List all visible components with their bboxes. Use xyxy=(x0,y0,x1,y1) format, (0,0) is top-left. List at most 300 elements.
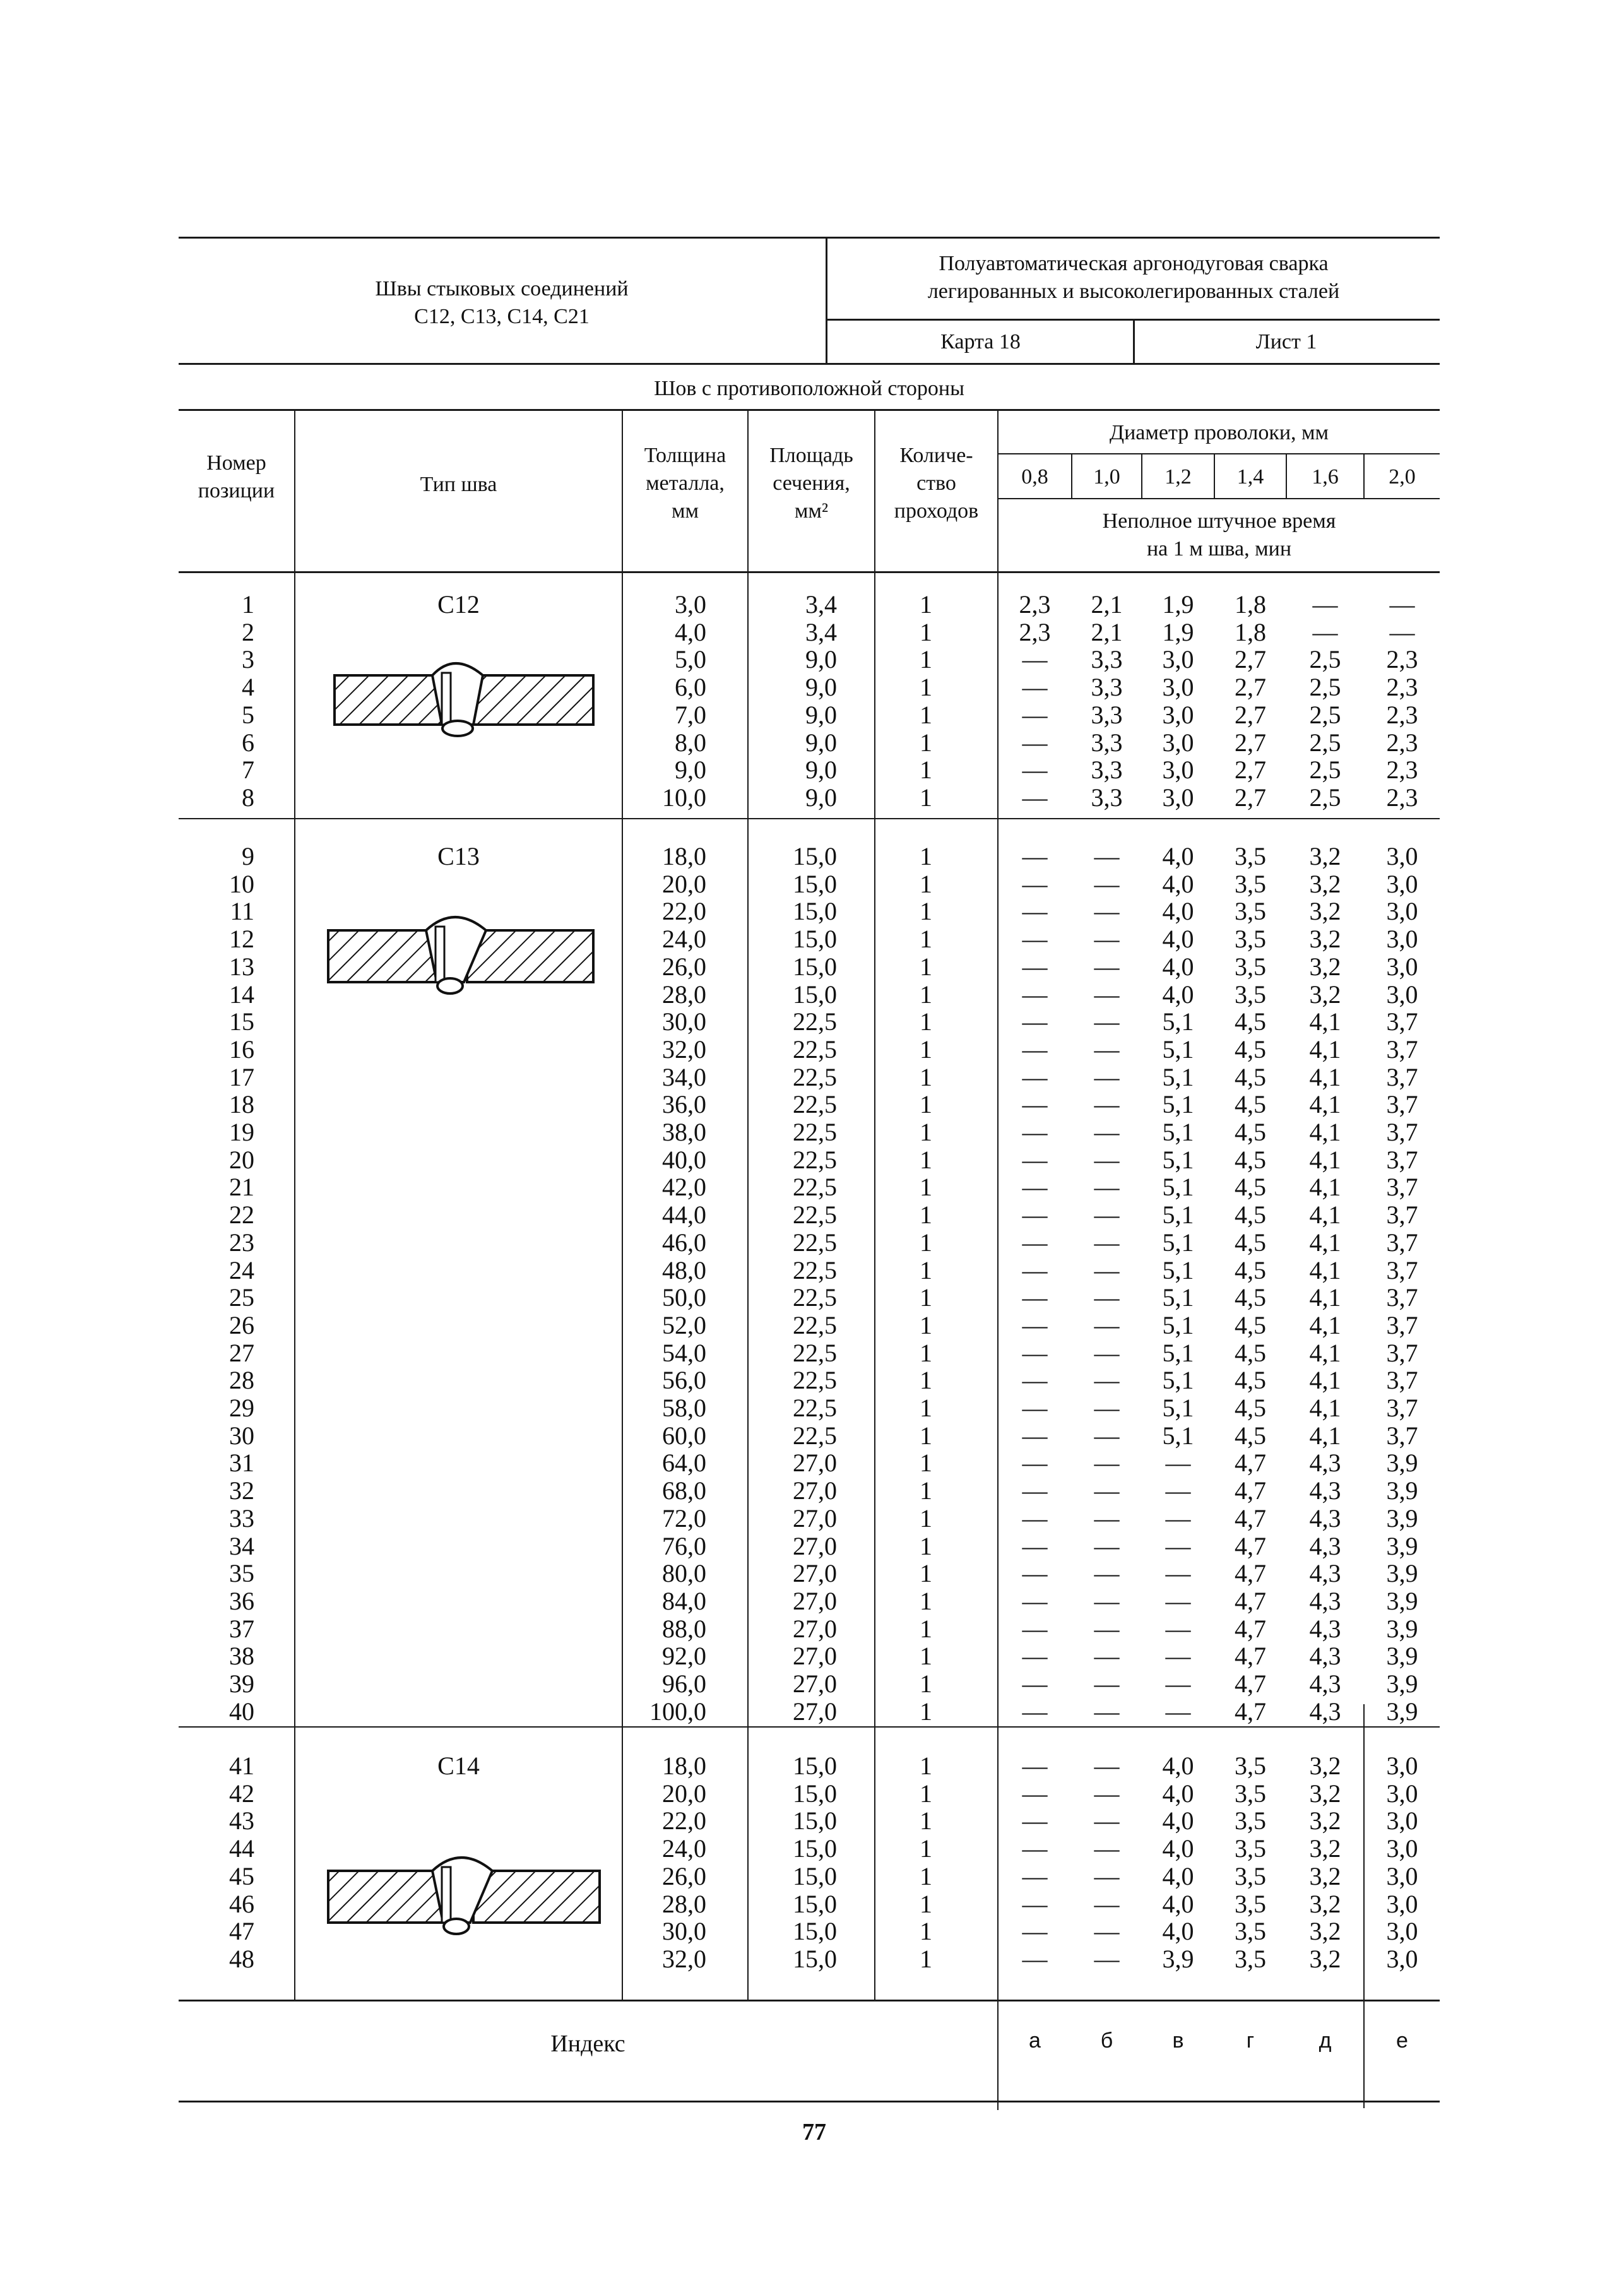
passes-value: 1 xyxy=(920,1834,932,1863)
time-value: — xyxy=(1094,1503,1120,1533)
position-number: 11 xyxy=(230,897,254,926)
time-value: 3,0 xyxy=(1386,1806,1418,1835)
col-thickness-line2: металла, xyxy=(646,471,725,495)
time-value: — xyxy=(1022,1476,1048,1505)
time-value: — xyxy=(1094,1201,1120,1230)
position-number: 30 xyxy=(229,1421,254,1450)
diameter-value: 0,8 xyxy=(1021,465,1048,489)
time-value: 4,5 xyxy=(1235,1007,1266,1036)
time-value: 5,1 xyxy=(1162,1201,1194,1230)
time-value: 3,7 xyxy=(1386,1228,1418,1257)
passes-value: 1 xyxy=(920,1310,932,1339)
time-value: — xyxy=(1312,590,1338,619)
rule-card-divider xyxy=(1133,319,1135,364)
position-number: 21 xyxy=(229,1173,254,1202)
thickness-value: 40,0 xyxy=(662,1145,706,1174)
position-number: 16 xyxy=(229,1035,254,1064)
time-value: — xyxy=(1022,1889,1048,1918)
time-value: 5,1 xyxy=(1162,1007,1194,1036)
time-value: 3,9 xyxy=(1386,1531,1418,1560)
area-value: 27,0 xyxy=(793,1559,837,1588)
time-value: 2,5 xyxy=(1309,645,1341,674)
time-value: 4,1 xyxy=(1309,1310,1341,1339)
col-area-line3: мм² xyxy=(794,499,829,523)
time-value: 4,5 xyxy=(1235,1338,1266,1367)
time-value: 2,3 xyxy=(1019,617,1051,646)
thickness-value: 28,0 xyxy=(662,980,706,1009)
time-value: — xyxy=(1094,1779,1120,1808)
rule-group-1 xyxy=(179,818,1440,819)
area-value: 22,5 xyxy=(793,1173,837,1202)
time-value: 1,8 xyxy=(1235,617,1266,646)
rule-header-divider-v xyxy=(826,237,827,364)
time-value: 3,2 xyxy=(1309,1806,1341,1835)
diameter-value: 2,0 xyxy=(1389,465,1416,489)
time-value: — xyxy=(1022,897,1048,926)
time-value: — xyxy=(1389,590,1415,619)
thickness-value: 54,0 xyxy=(662,1338,706,1367)
time-value: 3,5 xyxy=(1235,952,1266,981)
passes-value: 1 xyxy=(920,590,932,619)
passes-value: 1 xyxy=(920,897,932,926)
time-value: 4,1 xyxy=(1309,1366,1341,1395)
thickness-value: 22,0 xyxy=(662,897,706,926)
passes-value: 1 xyxy=(920,1531,932,1560)
time-value: — xyxy=(1022,1007,1048,1036)
time-value: — xyxy=(1094,1944,1120,1973)
time-value: — xyxy=(1094,1917,1120,1946)
position-number: 33 xyxy=(229,1503,254,1533)
time-value: — xyxy=(1165,1642,1191,1671)
time-value: 4,5 xyxy=(1235,1394,1266,1422)
position-number: 2 xyxy=(242,617,254,646)
time-value: 3,5 xyxy=(1235,1834,1266,1863)
thickness-value: 10,0 xyxy=(662,783,706,812)
col-area-line1: Площадь xyxy=(769,444,853,467)
time-value: 4,1 xyxy=(1309,1007,1341,1036)
area-value: 27,0 xyxy=(793,1476,837,1505)
time-value: 2,7 xyxy=(1235,700,1266,729)
time-value: — xyxy=(1022,700,1048,729)
diameter-value: 1,4 xyxy=(1236,465,1264,489)
thickness-value: 32,0 xyxy=(662,1944,706,1973)
time-value: 3,9 xyxy=(1386,1586,1418,1615)
time-value: 5,1 xyxy=(1162,1090,1194,1119)
weld-sketch-c12 xyxy=(328,656,600,751)
time-value: 3,0 xyxy=(1386,925,1418,954)
col-passes-line3: проходов xyxy=(894,499,979,523)
time-value: — xyxy=(1022,1752,1048,1780)
time-value: 3,7 xyxy=(1386,1118,1418,1146)
time-value: 3,2 xyxy=(1309,952,1341,981)
time-value: 3,2 xyxy=(1309,842,1341,870)
time-value: 3,0 xyxy=(1386,897,1418,926)
thickness-value: 76,0 xyxy=(662,1531,706,1560)
time-value: 3,0 xyxy=(1162,673,1194,702)
thickness-value: 96,0 xyxy=(662,1669,706,1698)
time-value: 3,9 xyxy=(1386,1449,1418,1478)
time-value: 5,1 xyxy=(1162,1035,1194,1064)
area-value: 27,0 xyxy=(793,1503,837,1533)
area-value: 15,0 xyxy=(793,1752,837,1780)
passes-value: 1 xyxy=(920,1614,932,1643)
col-passes-line2: ство xyxy=(916,471,956,495)
left-title-line1: Швы стыковых соединений xyxy=(375,277,629,300)
time-value: — xyxy=(1022,1394,1048,1422)
thickness-value: 4,0 xyxy=(675,617,706,646)
time-value: 2,7 xyxy=(1235,756,1266,785)
index-letter: г xyxy=(1246,2029,1255,2053)
passes-value: 1 xyxy=(920,1861,932,1890)
time-value: 3,2 xyxy=(1309,1752,1341,1780)
time-value: 3,0 xyxy=(1386,1861,1418,1890)
thickness-value: 18,0 xyxy=(662,842,706,870)
diameter-value: 1,2 xyxy=(1165,465,1192,489)
passes-value: 1 xyxy=(920,1421,932,1450)
thickness-value: 48,0 xyxy=(662,1255,706,1284)
time-value: 3,7 xyxy=(1386,1310,1418,1339)
time-value: — xyxy=(1165,1449,1191,1478)
time-value: 4,1 xyxy=(1309,1118,1341,1146)
position-number: 43 xyxy=(229,1806,254,1835)
time-value: 4,3 xyxy=(1309,1559,1341,1588)
time-value: — xyxy=(1165,1697,1191,1726)
passes-value: 1 xyxy=(920,1697,932,1726)
time-value: — xyxy=(1022,1228,1048,1257)
index-letter: б xyxy=(1100,2029,1113,2053)
time-value: — xyxy=(1165,1669,1191,1698)
time-value: — xyxy=(1094,980,1120,1009)
time-value: 3,5 xyxy=(1235,897,1266,926)
area-value: 27,0 xyxy=(793,1531,837,1560)
passes-value: 1 xyxy=(920,617,932,646)
position-number: 3 xyxy=(242,645,254,674)
position-number: 20 xyxy=(229,1145,254,1174)
thickness-value: 52,0 xyxy=(662,1310,706,1339)
area-value: 22,5 xyxy=(793,1228,837,1257)
area-value: 22,5 xyxy=(793,1366,837,1395)
col-area-line2: сечения, xyxy=(773,471,850,495)
thickness-value: 30,0 xyxy=(662,1917,706,1946)
position-number: 42 xyxy=(229,1779,254,1808)
passes-value: 1 xyxy=(920,1889,932,1918)
area-value: 27,0 xyxy=(793,1449,837,1478)
time-value: — xyxy=(1022,1090,1048,1119)
position-number: 41 xyxy=(229,1752,254,1780)
thickness-value: 18,0 xyxy=(662,1752,706,1780)
col-passes-line1: Количе- xyxy=(899,444,973,467)
time-value: — xyxy=(1022,1503,1048,1533)
time-value: 2,7 xyxy=(1235,728,1266,757)
thickness-value: 8,0 xyxy=(675,728,706,757)
position-number: 18 xyxy=(229,1090,254,1119)
area-value: 9,0 xyxy=(805,700,837,729)
passes-value: 1 xyxy=(920,1035,932,1064)
time-value: 5,1 xyxy=(1162,1366,1194,1395)
position-number: 40 xyxy=(229,1697,254,1726)
seam-type-label: С13 xyxy=(437,842,480,870)
area-value: 22,5 xyxy=(793,1145,837,1174)
time-value: 1,9 xyxy=(1162,590,1194,619)
time-value: — xyxy=(1094,1642,1120,1671)
area-value: 9,0 xyxy=(805,673,837,702)
time-value: — xyxy=(1165,1559,1191,1588)
time-value: 3,9 xyxy=(1386,1697,1418,1726)
time-value: 5,1 xyxy=(1162,1421,1194,1450)
col-thickness-line1: Толщина xyxy=(644,444,726,467)
index-label: Индекс xyxy=(550,2031,625,2057)
area-value: 22,5 xyxy=(793,1310,837,1339)
time-value: 5,1 xyxy=(1162,1228,1194,1257)
time-value: 3,3 xyxy=(1091,728,1123,757)
time-value: — xyxy=(1165,1503,1191,1533)
time-value: 3,0 xyxy=(1386,1779,1418,1808)
index-letter: д xyxy=(1319,2029,1332,2053)
thickness-value: 30,0 xyxy=(662,1007,706,1036)
time-value: 3,2 xyxy=(1309,1917,1341,1946)
passes-value: 1 xyxy=(920,1338,932,1367)
time-value: 2,5 xyxy=(1309,728,1341,757)
time-value: 3,2 xyxy=(1309,869,1341,898)
time-value: — xyxy=(1094,1421,1120,1450)
time-value: — xyxy=(1094,1889,1120,1918)
passes-value: 1 xyxy=(920,1228,932,1257)
time-value: 4,3 xyxy=(1309,1449,1341,1478)
time-value: — xyxy=(1094,952,1120,981)
time-value: — xyxy=(1094,1310,1120,1339)
area-value: 27,0 xyxy=(793,1697,837,1726)
area-value: 15,0 xyxy=(793,1889,837,1918)
position-number: 14 xyxy=(229,980,254,1009)
thickness-value: 88,0 xyxy=(662,1614,706,1643)
position-number: 37 xyxy=(229,1614,254,1643)
time-value: — xyxy=(1094,842,1120,870)
time-value: 2,3 xyxy=(1386,645,1418,674)
time-value: 4,7 xyxy=(1235,1503,1266,1533)
position-number: 29 xyxy=(229,1394,254,1422)
passes-value: 1 xyxy=(920,1145,932,1174)
passes-value: 1 xyxy=(920,1752,932,1780)
time-value: — xyxy=(1165,1476,1191,1505)
time-value: 3,0 xyxy=(1162,783,1194,812)
rule-body-bottom xyxy=(179,2000,1440,2001)
area-value: 22,5 xyxy=(793,1118,837,1146)
time-value: 3,0 xyxy=(1386,1889,1418,1918)
weld-sketch-c14 xyxy=(322,1848,606,1949)
thickness-value: 42,0 xyxy=(662,1173,706,1202)
time-value: 3,9 xyxy=(1386,1559,1418,1588)
position-number: 19 xyxy=(229,1118,254,1146)
time-value: 4,7 xyxy=(1235,1642,1266,1671)
time-value: — xyxy=(1022,1283,1048,1312)
col-passes xyxy=(875,442,997,525)
time-value: 3,9 xyxy=(1162,1944,1194,1973)
time-value: 4,5 xyxy=(1235,1201,1266,1230)
thickness-value: 6,0 xyxy=(675,673,706,702)
area-value: 27,0 xyxy=(793,1642,837,1671)
time-value: 3,9 xyxy=(1386,1503,1418,1533)
thickness-value: 68,0 xyxy=(662,1476,706,1505)
time-value: 4,7 xyxy=(1235,1586,1266,1615)
time-value: 3,0 xyxy=(1162,728,1194,757)
thickness-value: 46,0 xyxy=(662,1228,706,1257)
time-value: 4,5 xyxy=(1235,1283,1266,1312)
col-position-line1: Номер xyxy=(206,451,266,475)
time-value: 4,3 xyxy=(1309,1642,1341,1671)
passes-value: 1 xyxy=(920,673,932,702)
time-value: 3,5 xyxy=(1235,1861,1266,1890)
time-value: — xyxy=(1022,1338,1048,1367)
thickness-value: 58,0 xyxy=(662,1394,706,1422)
passes-value: 1 xyxy=(920,700,932,729)
time-value: 3,0 xyxy=(1386,1834,1418,1863)
time-value: — xyxy=(1094,1614,1120,1643)
time-value: 2,1 xyxy=(1091,590,1123,619)
thickness-value: 22,0 xyxy=(662,1806,706,1835)
time-value: 3,7 xyxy=(1386,1255,1418,1284)
time-value: 3,0 xyxy=(1386,869,1418,898)
time-value: — xyxy=(1022,925,1048,954)
time-value: 4,0 xyxy=(1162,1779,1194,1808)
seam-type-label: С14 xyxy=(437,1752,480,1780)
diameter-value: 1,6 xyxy=(1312,465,1339,489)
position-number: 23 xyxy=(229,1228,254,1257)
page-number: 77 xyxy=(802,2119,826,2145)
area-value: 22,5 xyxy=(793,1255,837,1284)
time-value: — xyxy=(1022,952,1048,981)
passes-value: 1 xyxy=(920,1917,932,1946)
time-value: 4,0 xyxy=(1162,980,1194,1009)
time-value: 4,3 xyxy=(1309,1614,1341,1643)
time-value: — xyxy=(1022,1531,1048,1560)
passes-value: 1 xyxy=(920,1476,932,1505)
time-value: — xyxy=(1094,1531,1120,1560)
position-number: 15 xyxy=(229,1007,254,1036)
time-value: 4,1 xyxy=(1309,1394,1341,1422)
rule-bottom xyxy=(179,2101,1440,2102)
col-time-line1: Неполное штучное время xyxy=(1102,509,1336,533)
passes-value: 1 xyxy=(920,1944,932,1973)
area-value: 22,5 xyxy=(793,1201,837,1230)
time-value: 4,0 xyxy=(1162,1806,1194,1835)
time-value: — xyxy=(1094,1806,1120,1835)
position-number: 39 xyxy=(229,1669,254,1698)
rule-table-top xyxy=(179,409,1440,411)
time-value: — xyxy=(1094,1062,1120,1091)
thickness-value: 32,0 xyxy=(662,1035,706,1064)
area-value: 15,0 xyxy=(793,1917,837,1946)
left-title xyxy=(183,275,821,331)
position-number: 48 xyxy=(229,1944,254,1973)
passes-value: 1 xyxy=(920,1394,932,1422)
time-value: 3,2 xyxy=(1309,1944,1341,1973)
position-number: 35 xyxy=(229,1559,254,1588)
time-value: — xyxy=(1389,617,1415,646)
time-value: — xyxy=(1022,783,1048,812)
time-value: 4,1 xyxy=(1309,1035,1341,1064)
time-value: 3,5 xyxy=(1235,842,1266,870)
passes-value: 1 xyxy=(920,728,932,757)
time-value: — xyxy=(1094,1861,1120,1890)
rule-header-bottom xyxy=(179,363,1440,365)
time-value: 4,1 xyxy=(1309,1173,1341,1202)
area-value: 15,0 xyxy=(793,980,837,1009)
time-value: — xyxy=(1022,1559,1048,1588)
time-value: 3,2 xyxy=(1309,925,1341,954)
time-value: 4,1 xyxy=(1309,1062,1341,1091)
time-value: — xyxy=(1022,1834,1048,1863)
position-number: 45 xyxy=(229,1861,254,1890)
time-value: 3,5 xyxy=(1235,1944,1266,1973)
time-value: 4,0 xyxy=(1162,925,1194,954)
position-number: 46 xyxy=(229,1889,254,1918)
passes-value: 1 xyxy=(920,1503,932,1533)
time-value: 3,3 xyxy=(1091,783,1123,812)
passes-value: 1 xyxy=(920,1669,932,1698)
col-diameter: Диаметр проволоки, мм xyxy=(1109,421,1329,444)
time-value: 3,5 xyxy=(1235,1889,1266,1918)
position-number: 31 xyxy=(229,1449,254,1478)
time-value: — xyxy=(1094,1559,1120,1588)
thickness-value: 20,0 xyxy=(662,869,706,898)
position-number: 9 xyxy=(242,842,254,870)
passes-value: 1 xyxy=(920,1090,932,1119)
time-value: — xyxy=(1312,617,1338,646)
area-value: 15,0 xyxy=(793,1944,837,1973)
time-value: — xyxy=(1022,1062,1048,1091)
thickness-value: 5,0 xyxy=(675,645,706,674)
area-value: 15,0 xyxy=(793,869,837,898)
time-value: 4,0 xyxy=(1162,842,1194,870)
time-value: 3,5 xyxy=(1235,869,1266,898)
time-value: — xyxy=(1022,1035,1048,1064)
col-time-line2: на 1 м шва, мин xyxy=(1146,537,1292,560)
time-value: 2,5 xyxy=(1309,783,1341,812)
time-value: 3,5 xyxy=(1235,980,1266,1009)
time-value: — xyxy=(1022,1421,1048,1450)
area-value: 22,5 xyxy=(793,1062,837,1091)
area-value: 22,5 xyxy=(793,1035,837,1064)
time-value: 3,0 xyxy=(1162,756,1194,785)
time-value: 4,5 xyxy=(1235,1310,1266,1339)
right-title xyxy=(831,250,1437,305)
time-value: — xyxy=(1094,1255,1120,1284)
time-value: — xyxy=(1022,842,1048,870)
time-value: 3,9 xyxy=(1386,1476,1418,1505)
passes-value: 1 xyxy=(920,1173,932,1202)
time-value: — xyxy=(1022,1779,1048,1808)
time-value: 5,1 xyxy=(1162,1145,1194,1174)
time-value: 3,7 xyxy=(1386,1338,1418,1367)
col-position xyxy=(179,449,294,505)
time-value: — xyxy=(1094,1173,1120,1202)
time-value: — xyxy=(1022,673,1048,702)
time-value: 2,7 xyxy=(1235,645,1266,674)
right-title-line1: Полуавтоматическая аргонодуговая сварка xyxy=(939,252,1329,275)
area-value: 22,5 xyxy=(793,1283,837,1312)
time-value: 4,7 xyxy=(1235,1531,1266,1560)
position-number: 38 xyxy=(229,1642,254,1671)
thickness-value: 9,0 xyxy=(675,756,706,785)
thickness-value: 56,0 xyxy=(662,1366,706,1395)
time-value: 2,3 xyxy=(1386,756,1418,785)
time-value: 3,2 xyxy=(1309,1889,1341,1918)
time-value: 3,7 xyxy=(1386,1421,1418,1450)
thickness-value: 44,0 xyxy=(662,1201,706,1230)
time-value: — xyxy=(1022,1310,1048,1339)
time-value: — xyxy=(1094,1338,1120,1367)
time-value: 4,0 xyxy=(1162,1752,1194,1780)
